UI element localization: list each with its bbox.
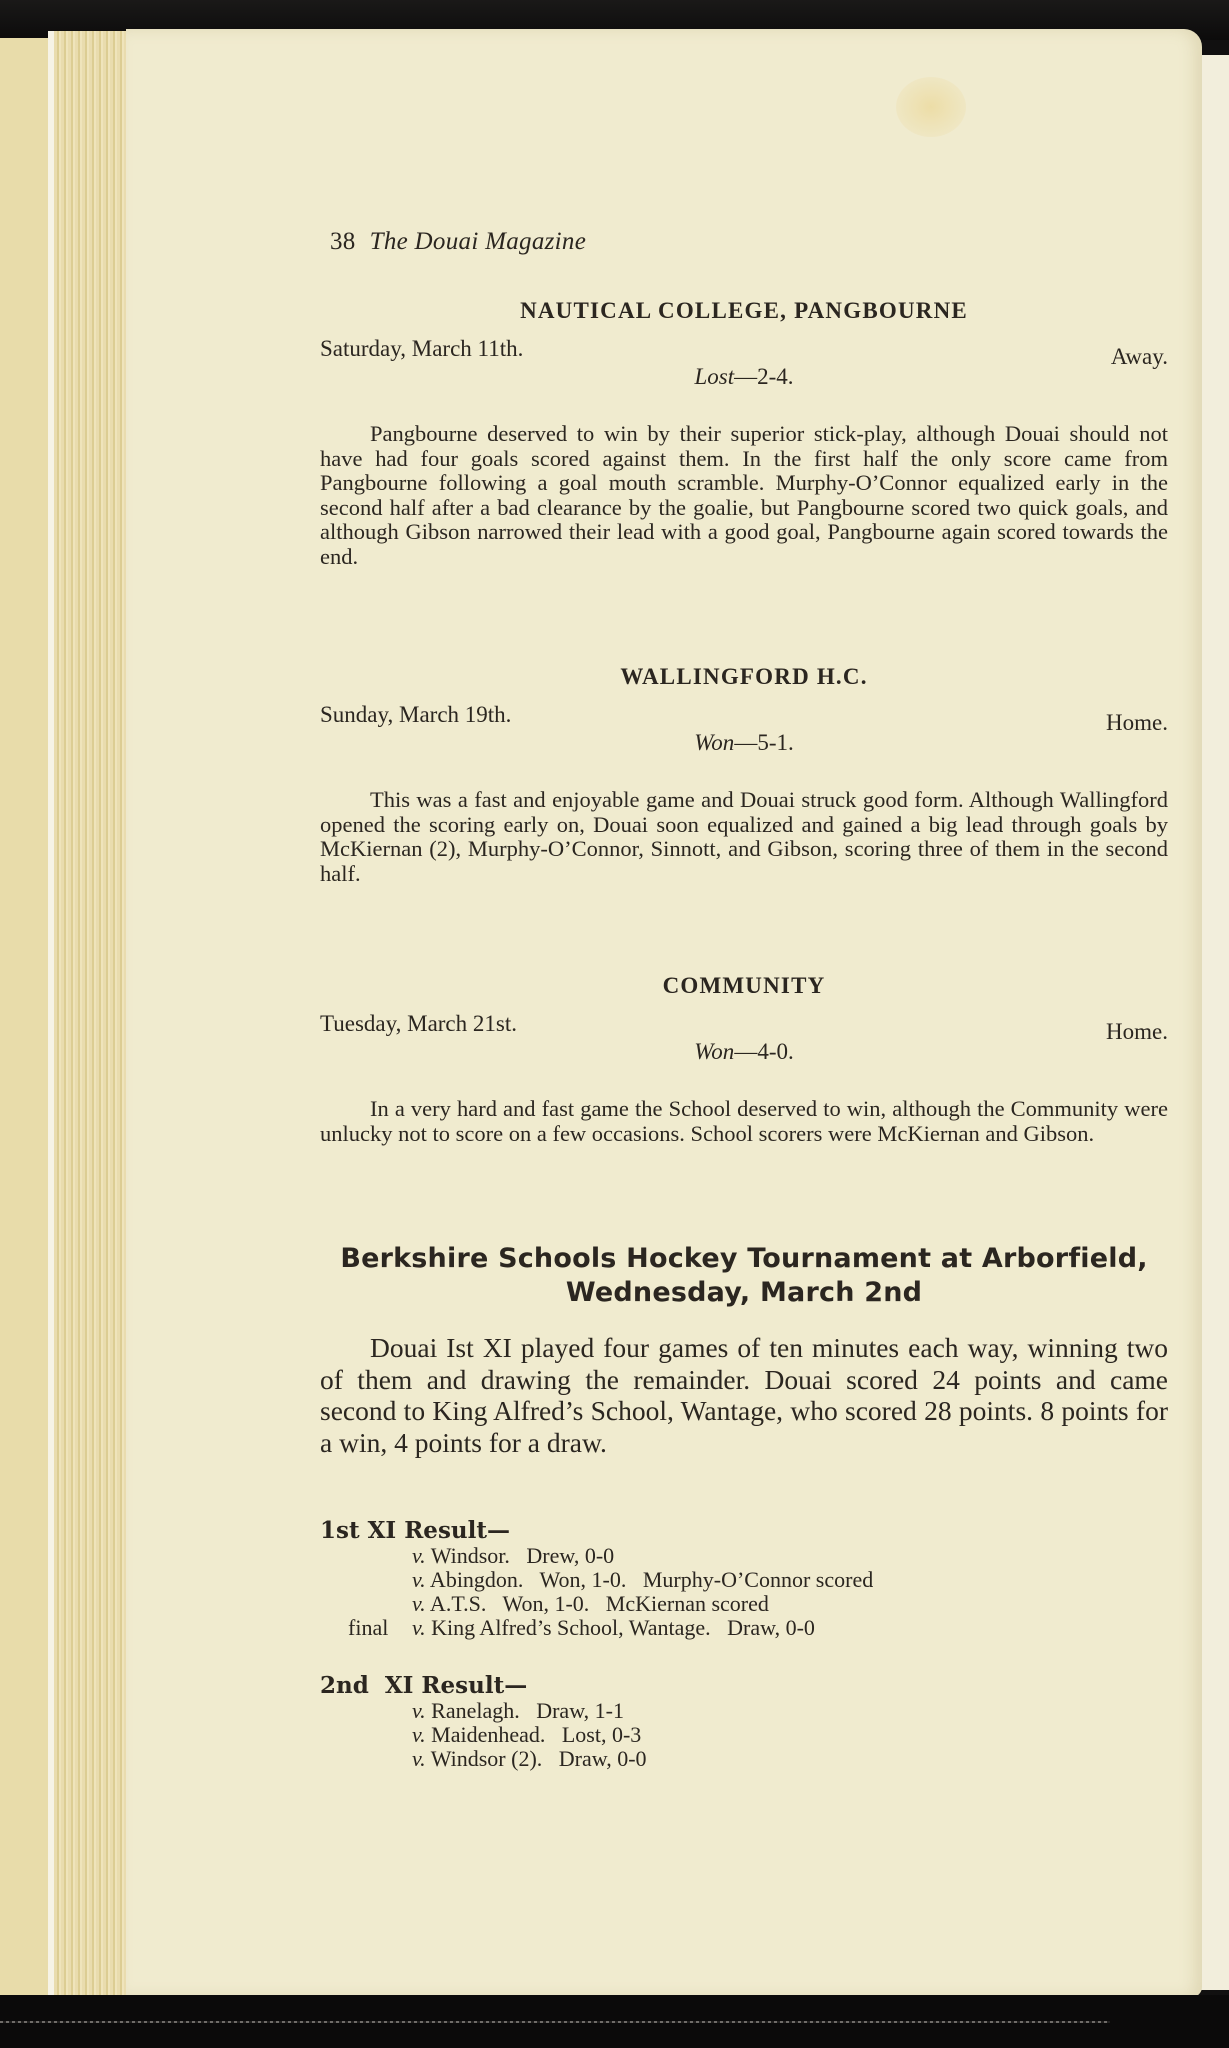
match-meta xyxy=(320,999,1168,1064)
result-row: v. Abingdon. Won, 1-0. Murphy-O’Connor scored xyxy=(412,1567,874,1592)
tournament-section xyxy=(320,1242,1168,1458)
second-xi-results xyxy=(320,1672,1168,1771)
match-report xyxy=(320,298,1168,569)
first-xi-heading: 1st XI Result— xyxy=(320,1517,510,1544)
result-word: Won xyxy=(694,1039,735,1064)
page-edge-stack xyxy=(48,31,134,1996)
match-opponent: WALLINGFORD H.C. xyxy=(620,664,868,689)
result-row: final v. King Alfred’s School, Wantage. Draw, 0-0 xyxy=(348,1615,815,1640)
match-venue: Home. xyxy=(1106,710,1168,735)
match-result xyxy=(320,364,1168,390)
running-title: The Douai Magazine xyxy=(369,228,587,255)
match-opponent: COMMUNITY xyxy=(662,973,826,998)
result-row: v. Ranelagh. Draw, 1-1 xyxy=(412,1698,624,1723)
match-date: Saturday, March 11th. xyxy=(320,336,524,361)
result-row: v. Windsor (2). Draw, 0-0 xyxy=(412,1746,647,1771)
match-result xyxy=(320,730,1168,756)
result-score: —5-1. xyxy=(734,730,794,755)
result-score: —4-0. xyxy=(734,1039,794,1064)
match-report-text: In a very hard and fast game the School deserved to win, although the Community were unlucky not to score on a few occasions. School scorers were McKiernan and Gibson. xyxy=(320,1096,1168,1146)
match-venue: Away. xyxy=(1110,344,1168,369)
book-cover-bottom xyxy=(0,1995,1229,2048)
tournament-heading-line2: Wednesday, March 2nd xyxy=(565,1277,923,1308)
next-page-edge xyxy=(1200,55,1229,1990)
match-date: Tuesday, March 21st. xyxy=(320,1011,517,1036)
result-score: —2-4. xyxy=(734,364,794,389)
result-word: Lost xyxy=(694,364,735,389)
match-meta xyxy=(320,324,1168,389)
tournament-heading-line1: Berkshire Schools Hockey Tournament at Arborfield, xyxy=(340,1243,1148,1274)
first-xi-results xyxy=(320,1517,1168,1640)
match-venue: Home. xyxy=(1106,1019,1168,1044)
match-report xyxy=(320,973,1168,1146)
result-row: v. Windsor. Drew, 0-0 xyxy=(412,1543,615,1568)
match-result xyxy=(320,1039,1168,1065)
match-meta xyxy=(320,690,1168,755)
match-report-text: Pangbourne deserved to win by their superior stick-play, although Douai should not have had four goals scored against them. In the first half the only score came from Pangbourne following a goal mouth scramble. Murphy-O’Connor equalized early in the second half after a bad clearance by the goalie, but Pangbourne scored two quick goals, and although Gibson narrowed their lead with a good goal, Pangbourne again scored towards the end. xyxy=(320,421,1168,569)
match-report-text: This was a fast and enjoyable game and Douai struck good form. Although Wallingford opened the scoring early on, Douai soon equalized and gained a big lead through goals by McKiernan (2), Murphy-O’Connor, Sinnott, and Gibson, scoring three of them in the second half. xyxy=(320,787,1168,886)
binding-stitch xyxy=(0,2021,1110,2023)
match-date: Sunday, March 19th. xyxy=(320,702,512,727)
result-word: Won xyxy=(694,730,735,755)
paper-stain xyxy=(896,77,966,137)
tournament-summary: Douai Ist XI played four games of ten minutes each way, winning two of them and drawing the remainder. Douai scored 24 points and came second to King Alfred’s School, Wantage, who scored 28 points. 8 points for a win, 4 points for a draw. xyxy=(320,1332,1168,1458)
match-opponent: NAUTICAL COLLEGE, PANGBOURNE xyxy=(520,298,968,323)
tournament-heading xyxy=(320,1242,1168,1310)
page-number: 38 xyxy=(330,228,356,255)
running-head xyxy=(330,228,586,256)
second-xi-heading: 2nd XI Result— xyxy=(320,1672,528,1699)
result-row: v. Maidenhead. Lost, 0-3 xyxy=(412,1722,642,1747)
result-row: v. A.T.S. Won, 1-0. McKiernan scored xyxy=(412,1591,769,1616)
match-report xyxy=(320,664,1168,886)
